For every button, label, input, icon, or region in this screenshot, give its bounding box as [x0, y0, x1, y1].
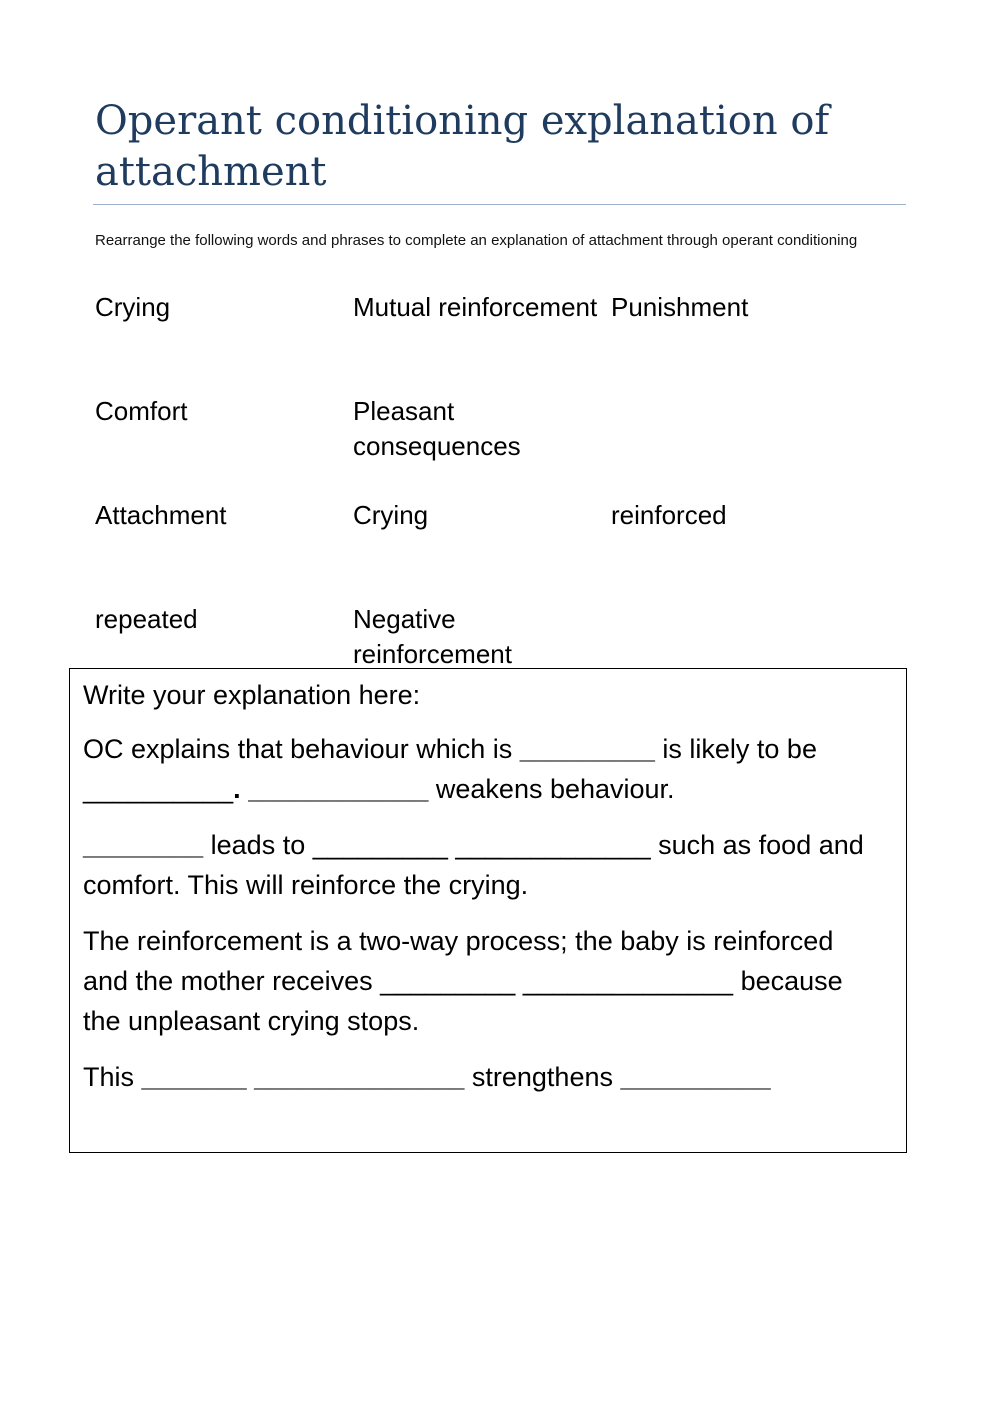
- text: such as food and comfort. This will reinforce the crying.: [83, 830, 864, 900]
- word-bank-item[interactable]: reinforced: [611, 500, 727, 530]
- blank-field[interactable]: ______________: [254, 1062, 465, 1092]
- text: strengthens: [464, 1062, 621, 1092]
- answer-prompt: Write your explanation here:: [83, 680, 421, 710]
- word-bank-empty-slot: [611, 394, 869, 464]
- word-bank-item[interactable]: Crying: [95, 292, 171, 322]
- text: .: [233, 774, 249, 804]
- paragraph-1: [83, 729, 883, 809]
- word-bank-item[interactable]: Crying: [353, 500, 429, 530]
- text: leads to: [203, 830, 313, 860]
- text: This: [83, 1062, 142, 1092]
- text: The reinforcement is a two-way process; the baby is reinforced and the mother receives: [83, 926, 834, 996]
- page-title: Operant conditioning explanation of attachment: [95, 98, 830, 195]
- blank-field[interactable]: _________: [519, 734, 655, 764]
- blank-field[interactable]: _________: [312, 830, 448, 860]
- blank-field[interactable]: _____________: [455, 830, 651, 860]
- text: because the unpleasant crying stops.: [83, 966, 843, 1036]
- paragraph-3: [83, 921, 883, 1041]
- blank-field[interactable]: __________: [83, 774, 234, 804]
- text: is likely to be: [654, 734, 817, 764]
- word-bank-item[interactable]: repeated: [95, 604, 198, 634]
- paragraph-4: [83, 1057, 883, 1097]
- blank-field[interactable]: _________: [380, 966, 516, 996]
- word-bank-empty-slot: [611, 602, 869, 672]
- word-bank: [95, 290, 895, 706]
- blank-field[interactable]: ______________: [522, 966, 734, 996]
- instructions-text: Rearrange the following words and phrases to complete an explanation of attachment through operant conditioning: [95, 232, 858, 249]
- text: [515, 966, 523, 996]
- text: weakens behaviour.: [428, 774, 675, 804]
- text: OC explains that behaviour which is: [83, 734, 520, 764]
- word-bank-item[interactable]: Negative reinforcement: [353, 604, 512, 669]
- word-bank-item[interactable]: Pleasant consequences: [353, 396, 521, 461]
- blank-field[interactable]: ________: [83, 830, 204, 860]
- blank-field[interactable]: ____________: [248, 774, 429, 804]
- blank-field[interactable]: __________: [620, 1062, 771, 1092]
- paragraph-2: [83, 825, 883, 905]
- word-bank-item[interactable]: Punishment: [611, 292, 749, 322]
- blank-field[interactable]: _______: [141, 1062, 247, 1092]
- word-bank-item[interactable]: Attachment: [95, 500, 227, 530]
- word-bank-item[interactable]: Comfort: [95, 396, 188, 426]
- word-bank-item[interactable]: Mutual reinforcement: [353, 292, 598, 322]
- answer-box: [69, 668, 907, 1153]
- title-divider: [93, 204, 906, 205]
